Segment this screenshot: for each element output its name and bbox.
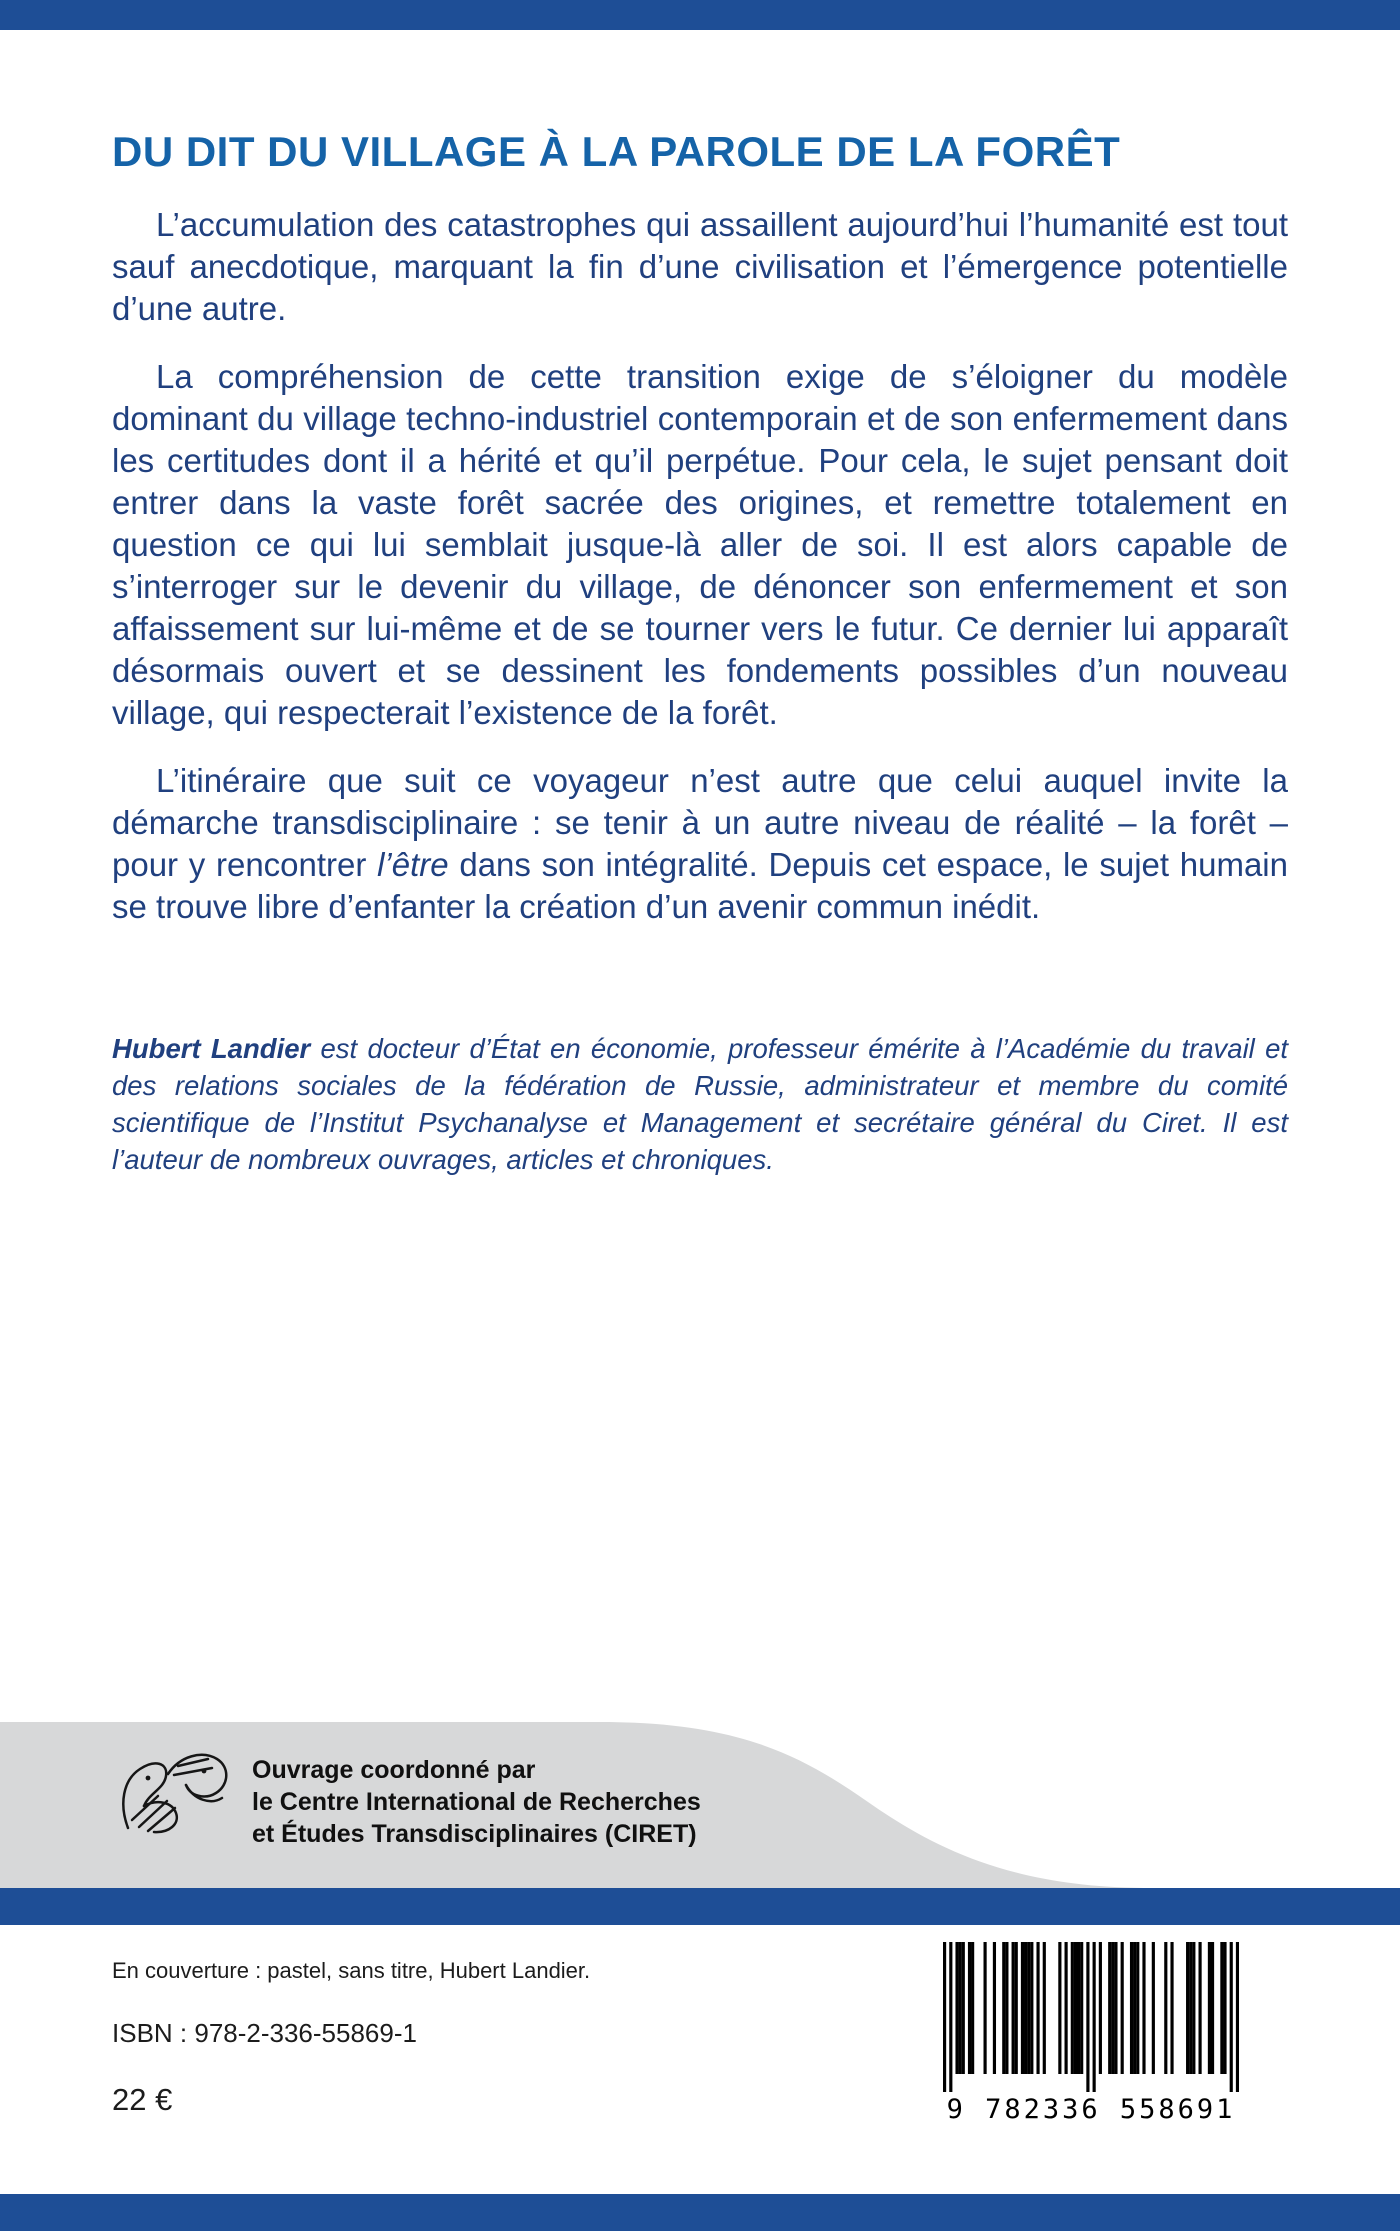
barcode-digits: 9 782336 558691 <box>946 2094 1236 2125</box>
author-name: Hubert Landier <box>112 1033 311 1064</box>
top-blue-band <box>0 0 1400 30</box>
paragraph-3-text: L’itinéraire que suit ce voyageur n’est autre que celui auquel invite la démarche transdisciplinaire : se tenir à un autre niveau de réalité – la forêt – pour y rencontrer <box>112 762 1288 883</box>
book-title: DU DIT DU VILLAGE À LA PAROLE DE LA FORÊT <box>112 128 1121 175</box>
ciret-logo <box>112 1738 234 1856</box>
barcode-bars <box>943 1942 1239 2092</box>
publisher-credit-line1: Ouvrage coordonné par <box>252 1756 536 1784</box>
bottom-blue-band <box>0 2194 1400 2231</box>
author-bio-text: est docteur d’État en économie, professeur émérite à l’Académie du travail et des relations sociales de la fédération de Russie, administrateur et membre du comité scientifique de l’Institut Psychanalyse et Management et secrétaire général du Ciret. Il est l’auteur de nombreux ouvrages, articles et chroniques. <box>112 1033 1289 1175</box>
price-text: 22 € <box>112 2082 173 2117</box>
isbn-text: ISBN : 978-2-336-55869-1 <box>112 2018 417 2048</box>
middle-blue-band <box>0 1888 1400 1925</box>
publisher-credit-line2: le Centre International de Recherches <box>252 1788 701 1816</box>
publisher-credit <box>252 1754 701 1850</box>
paragraph-3-italic-term: l’être <box>377 846 449 883</box>
cover-credit-note: En couverture : pastel, sans titre, Hubert Landier. <box>112 1958 591 1983</box>
author-bio <box>112 1030 1288 1178</box>
synopsis <box>112 204 1288 954</box>
publisher-credit-line3: et Études Transdisciplinaires (CIRET) <box>252 1820 697 1848</box>
synopsis-paragraph-1: L’accumulation des catastrophes qui assaillent aujourd’hui l’humanité est tout sauf anecdotique, marquant la fin d’une civilisation et l’émergence potentielle d’une autre. <box>112 206 1288 327</box>
synopsis-paragraph-3 <box>112 760 1288 928</box>
paragraph-3-text-end: dans son intégralité. Depuis cet espace, le sujet humain se trouve libre d’enfanter la création d’un avenir commun inédit. <box>112 846 1288 925</box>
barcode <box>918 1928 1264 2134</box>
synopsis-paragraph-2: La compréhension de cette transition exige de s’éloigner du modèle dominant du village techno-industriel contemporain et de son enfermement dans les certitudes dont il a hérité et qu’il perpétue. Pour cela, le sujet pensant doit entrer dans la vaste forêt sacrée des origines, et remettre totalement en question ce qui lui semblait jusque-là aller de soi. Il est alors capable de s’interroger sur le devenir du village, de dénoncer son enfermement et son affaissement sur lui-même et de se tourner vers le futur. Ce dernier lui apparaît désormais ouvert et se dessinent les fondements possibles d’un nouveau village, qui respecterait l’existence de la forêt. <box>112 358 1288 731</box>
